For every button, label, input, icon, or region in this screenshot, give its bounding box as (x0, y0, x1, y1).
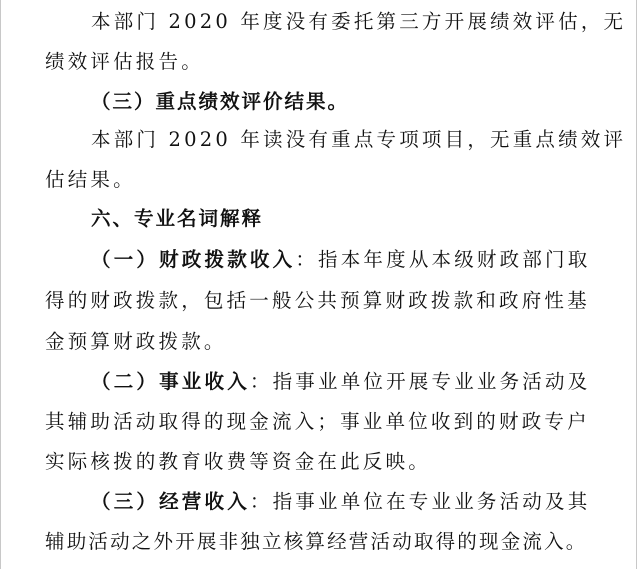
paragraph-line (1, 522, 637, 562)
term-label: （三）经营收入 (91, 490, 250, 513)
paragraph-line (1, 442, 637, 482)
paragraph-line (1, 362, 637, 402)
paragraph-line (1, 2, 637, 42)
body-text: 实际核拨的教育收费等资金在此反映。 (45, 450, 431, 473)
body-text: 金预算财政拨款。 (45, 330, 227, 353)
heading-text: （三）重点绩效评价结果。 (91, 90, 350, 113)
body-text: ：指事业单位开展专业业务活动及 (249, 370, 591, 393)
body-text: ：指事业单位在专业业务活动及其 (249, 490, 591, 513)
term-label: （二）事业收入 (91, 370, 250, 393)
term-label: （一）财政拨款收入 (91, 248, 296, 271)
body-text: 其辅助活动取得的现金流入；事业单位收到的财政专户 (45, 410, 590, 433)
body-text: ：指本年度从本级财政部门取 (295, 248, 591, 271)
paragraph-line (1, 240, 637, 280)
paragraph-line (1, 402, 637, 442)
paragraph-line (1, 482, 637, 522)
section-heading (1, 82, 637, 122)
heading-text: 六、专业名词解释 (91, 207, 264, 230)
section-heading (1, 199, 637, 239)
body-text: 估结果。 (45, 168, 136, 191)
body-text: 本部门 2020 年度没有委托第三方开展绩效评估，无 (91, 10, 627, 33)
body-text: 绩效评估报告。 (45, 50, 204, 73)
paragraph-line (1, 160, 637, 200)
body-text: 得的财政拨款，包括一般公共预算财政拨款和政府性基 (45, 289, 590, 312)
body-text: 辅助活动之外开展非独立核算经营活动取得的现金流入。 (45, 530, 588, 553)
body-text: 本部门 2020 年读没有重点专项项目，无重点绩效评 (91, 128, 627, 151)
paragraph-line (1, 281, 637, 321)
paragraph-line (1, 42, 637, 82)
paragraph-line (1, 322, 637, 362)
paragraph-line (1, 120, 637, 160)
